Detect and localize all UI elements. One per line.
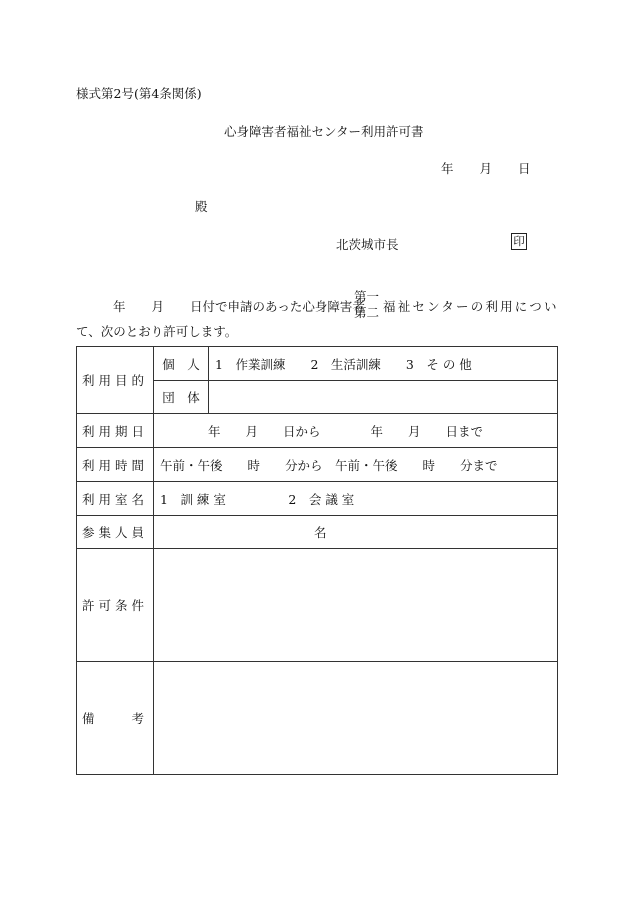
time-value: 午前・午後 時 分から 午前・午後 時 分まで [154,448,558,482]
group-label: 団 体 [154,381,209,414]
date-year: 年 [441,161,454,176]
attendees-label: 参集人員 [77,516,154,549]
date-day: 日 [518,161,531,176]
body-text-line1 [113,297,365,315]
body-month: 月 [151,299,165,314]
table-row [77,448,558,482]
purpose-label: 利用目的 [77,347,154,414]
remarks-label: 備 考 [77,662,154,775]
body-text-line1-tail: 福祉センターの利用につい [383,299,559,314]
issue-date [441,159,531,177]
room-value: 1 訓 練 室 2 会 議 室 [154,482,558,516]
center-first: 第一 [354,289,380,304]
center-choice [354,289,379,321]
conditions-label: 許可条件 [77,549,154,662]
remarks-value[interactable] [154,662,558,775]
form-number: 様式第2号(第4条関係) [76,86,202,101]
body-text-line2: て、次のとおり許可します。 [76,324,238,339]
table-row [77,414,558,448]
individual-label: 個 人 [154,347,209,381]
period-value: 年 月 日から 年 月 日まで [154,414,558,448]
time-label: 利用時間 [77,448,154,482]
seal-box: 印 [511,233,527,250]
center-second: 第二 [354,305,380,320]
table-row [77,662,558,775]
room-label: 利用室名 [77,482,154,516]
table-row [77,347,558,381]
table-row [77,482,558,516]
period-label: 利用期日 [77,414,154,448]
table-row [77,516,558,549]
conditions-value[interactable] [154,549,558,662]
body-year: 年 [113,299,126,314]
issuer-name: 北茨城市長 [336,237,399,252]
table-row [77,549,558,662]
addressee: 殿 [195,199,208,214]
permit-table [76,346,558,775]
date-month: 月 [479,161,493,176]
individual-options: 1 作業訓練 2 生活訓練 3 そ の 他 [209,347,558,381]
body-line1-part: 日付で申請のあった心身障害者 [190,299,365,314]
group-value [209,381,558,414]
document-title: 心身障害者福祉センター利用許可書 [224,124,424,139]
attendees-unit: 名 [154,516,558,549]
